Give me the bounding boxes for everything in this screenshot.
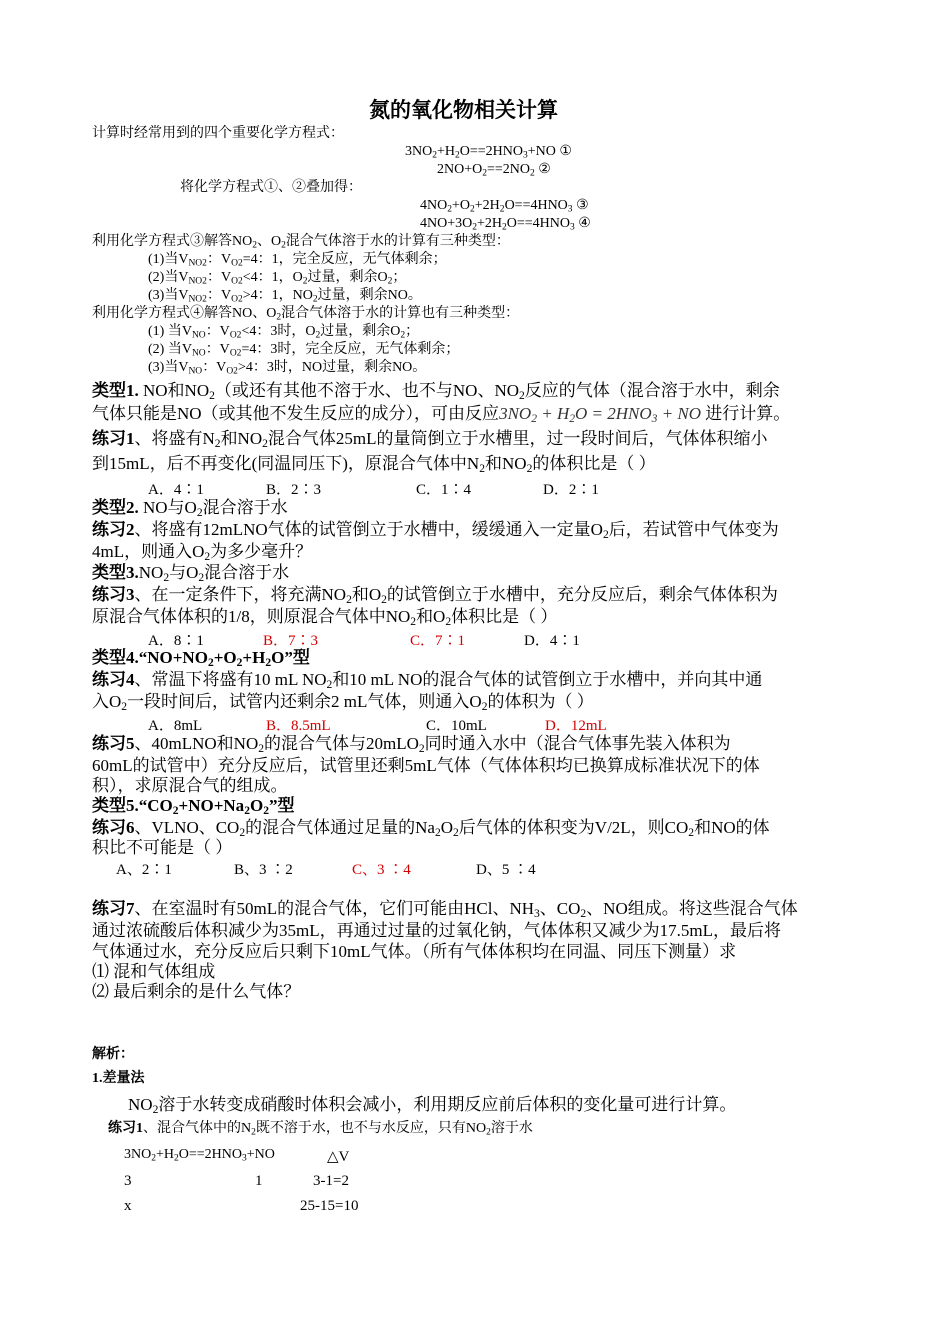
ex4-line-1: 练习4、常温下将盛有10 mL $NO_2$和10 mL NO的混合气体的试管倒立于水槽中，并向其中通 xyxy=(92,670,763,691)
equation-2: $2NO+O_2==2NO_2$ ② xyxy=(437,162,551,179)
method-1-heading: 1.差量法 xyxy=(92,1071,145,1086)
ex5-line-2: 60mL的试管中）充分反应后，试管里还剩5mL气体（气体体积均已换算成标准状况下的体 xyxy=(92,756,760,775)
type2-heading: 类型2. NO与$O_2$混合溶于水 xyxy=(92,498,288,519)
ex3-line-2: 原混合气体体积的1/8，则原混合气体中$NO_2$和$O_2$体积比是（ ） xyxy=(92,607,558,628)
type5-heading: 类型$5.“CO_2+NO+Na_2O_2$”型 xyxy=(92,796,295,817)
ex1-option-c: C．1∶4 xyxy=(416,482,472,498)
ex5-line-1: 练习5、40mLNO和$NO_2$的混合气体与20mLO$_2$同时通入水中（混合气体事先装入体积为 xyxy=(92,734,731,755)
solution-1-delta-v: △V xyxy=(327,1149,350,1165)
equation-1: $3NO_2+H_2O==2HNO_3+NO$ ① xyxy=(405,144,572,161)
solution-1-row2-c: 3-1=2 xyxy=(313,1173,349,1189)
intro-text: 计算时经常用到的四个重要化学方程式： xyxy=(92,126,344,141)
ex7-line-2: 通过浓硫酸后体积减少为35mL，再通过过量的过氧化钠，气体体积又减少为17.5mL，最后将 xyxy=(92,921,781,940)
use4-text: 利用化学方程式④解答NO、$O_2$混合气体溶于水的计算也有三种类型： xyxy=(92,306,520,323)
solution-1-row2-a: 3 xyxy=(124,1173,132,1189)
ex4-option-b: B．8.5mL xyxy=(266,718,331,734)
use3-item-3: (3)当$V_{NO2}$：$V_{O2}>4$：1，$NO_2$过量，剩余NO。 xyxy=(148,288,422,305)
combine-text: 将化学方程式①、②叠加得： xyxy=(180,180,362,195)
ex5-line-3: 积），求原混合气的组成。 xyxy=(92,776,288,795)
solution-1-row3-b: 25-15=10 xyxy=(300,1198,359,1214)
method-1-text: $NO_2$溶于水转变成硝酸时体积会减小，利用期反应前后体积的变化量可进行计算。 xyxy=(128,1095,737,1116)
ex3-option-c: C．7∶1 xyxy=(410,633,466,649)
solution-1-text: 练习1、混合气体中的$N_2$既不溶于水，也不与水反应，只有$NO_2$溶于水 xyxy=(108,1121,533,1138)
ex7-line-3: 气体通过水，充分反应后只剩下10mL气体。（所有气体体积均在同温、同压下测量）求 xyxy=(92,942,737,961)
use3-text: 利用化学方程式③解答$NO_2$、$O_2$混合气体溶于水的计算有三种类型： xyxy=(92,234,510,251)
ex4-option-d: D．12mL xyxy=(545,718,607,734)
ex1-option-a: A．4∶1 xyxy=(148,482,204,498)
ex4-option-c: C．10mL xyxy=(426,718,487,734)
ex7-line-1: 练习7、在室温时有50mL的混合气体，它们可能由HCl、$NH_3$、$CO_2$、NO组成。将这些混合气体 xyxy=(92,899,798,920)
use3-item-2: (2)当$V_{NO2}$：$V_{O2}<4$：1，$O_2$过量，剩余$O_2$； xyxy=(148,270,407,287)
equation-4: $4NO+3O_2+2H_2O==4HNO_3$ ④ xyxy=(420,216,591,233)
ex2-line-2: 4mL，则通入$O_2$为多少毫升？ xyxy=(92,542,313,563)
ex6-option-b: B、3 ∶2 xyxy=(234,862,293,878)
type1-line-2: 气体只能是NO（或其他不发生反应的成分），可由反应$3NO_2 + H_2O = 2HNO_3$ + NO 进行计算。 xyxy=(92,404,791,425)
ex1-line-1: 练习1、将盛有$N_2$和$NO_2$混合气体25mL的量筒倒立于水槽里，过一段时间后，气体体积缩小 xyxy=(92,429,768,450)
type1-line-1: 类型1. NO和$NO_2$（或还有其他不溶于水、也不与NO、$NO_2$反应的气体（混合溶于水中，剩余 xyxy=(92,381,780,402)
ex7-question-1: ⑴ 混和气体组成 xyxy=(92,962,216,981)
ex6-option-a: A、2∶1 xyxy=(116,862,172,878)
ex1-line-2: 到15mL，后不再变化(同温同压下)，原混合气体中$N_2$和$NO_2$的体积比是（ ） xyxy=(92,454,656,475)
ex2-line-1: 练习2、将盛有12mLNO气体的试管倒立于水槽中，缓缓通入一定量$O_2$后，若试管中气体变为 xyxy=(92,520,779,541)
ex7-question-2: ⑵ 最后剩余的是什么气体？ xyxy=(92,982,301,1001)
ex6-line-1: 练习6、VLNO、$CO_2$的混合气体通过足量的$Na_2O_2$后气体的体积变为V/2L，则$CO_2$和NO的体 xyxy=(92,818,770,839)
ex1-option-d: D．2∶1 xyxy=(543,482,599,498)
equation-3: $4NO_2+O_2+2H_2O==4HNO_3$ ③ xyxy=(420,198,589,215)
use4-item-1: (1) 当$V_{NO}$：$V_{O2}<4$：3时，$O_2$过量，剩余$O_2$； xyxy=(148,324,420,341)
type1-formula: $3NO_2 + H_2O = 2HNO_3$ + NO xyxy=(499,404,702,425)
ex6-option-d: D、5 ∶4 xyxy=(476,862,536,878)
ex3-option-b: B．7∶3 xyxy=(263,633,319,649)
ex3-option-d: D．4∶1 xyxy=(524,633,580,649)
page-title: 氮的氧化物相关计算 xyxy=(369,98,558,122)
solution-1-equation: $3NO_2+H_2O==2HNO_3+NO$ xyxy=(124,1147,275,1164)
ex4-line-2: 入$O_2$一段时间后，试管内还剩余2 mL气体，则通入$O_2$的体积为（ ） xyxy=(92,692,594,713)
ex6-line-2: 积比不可能是（ ） xyxy=(92,838,233,857)
use3-item-1: (1)当$V_{NO2}$：$V_{O2}=4$：1，完全反应，无气体剩余； xyxy=(148,252,447,269)
type4-heading: 类型$4.“NO+NO_2+O_2+H_2O$”型 xyxy=(92,648,310,669)
ex3-line-1: 练习3、在一定条件下，将充满$NO_2$和$O_2$的试管倒立于水槽中，充分反应后，剩余气体体积为 xyxy=(92,585,778,606)
use4-item-2: (2) 当$V_{NO}$：$V_{O2}=4$：3时，完全反应，无气体剩余； xyxy=(148,342,460,359)
type3-heading: 类型$3.NO_2$与$O_2$混合溶于水 xyxy=(92,563,290,584)
ex4-option-a: A．8mL xyxy=(148,718,203,734)
use4-item-3: (3)当$V_{NO}$：$V_{O2}>4$：3时，NO过量，剩余NO。 xyxy=(148,360,427,377)
ex1-option-b: B．2∶3 xyxy=(266,482,322,498)
ex3-option-a: A．8∶1 xyxy=(148,633,204,649)
analysis-heading: 解析： xyxy=(92,1047,134,1062)
solution-1-row2-b: 1 xyxy=(255,1173,263,1189)
solution-1-row3-a: x xyxy=(124,1198,132,1214)
ex6-option-c: C、3 ∶4 xyxy=(352,862,411,878)
